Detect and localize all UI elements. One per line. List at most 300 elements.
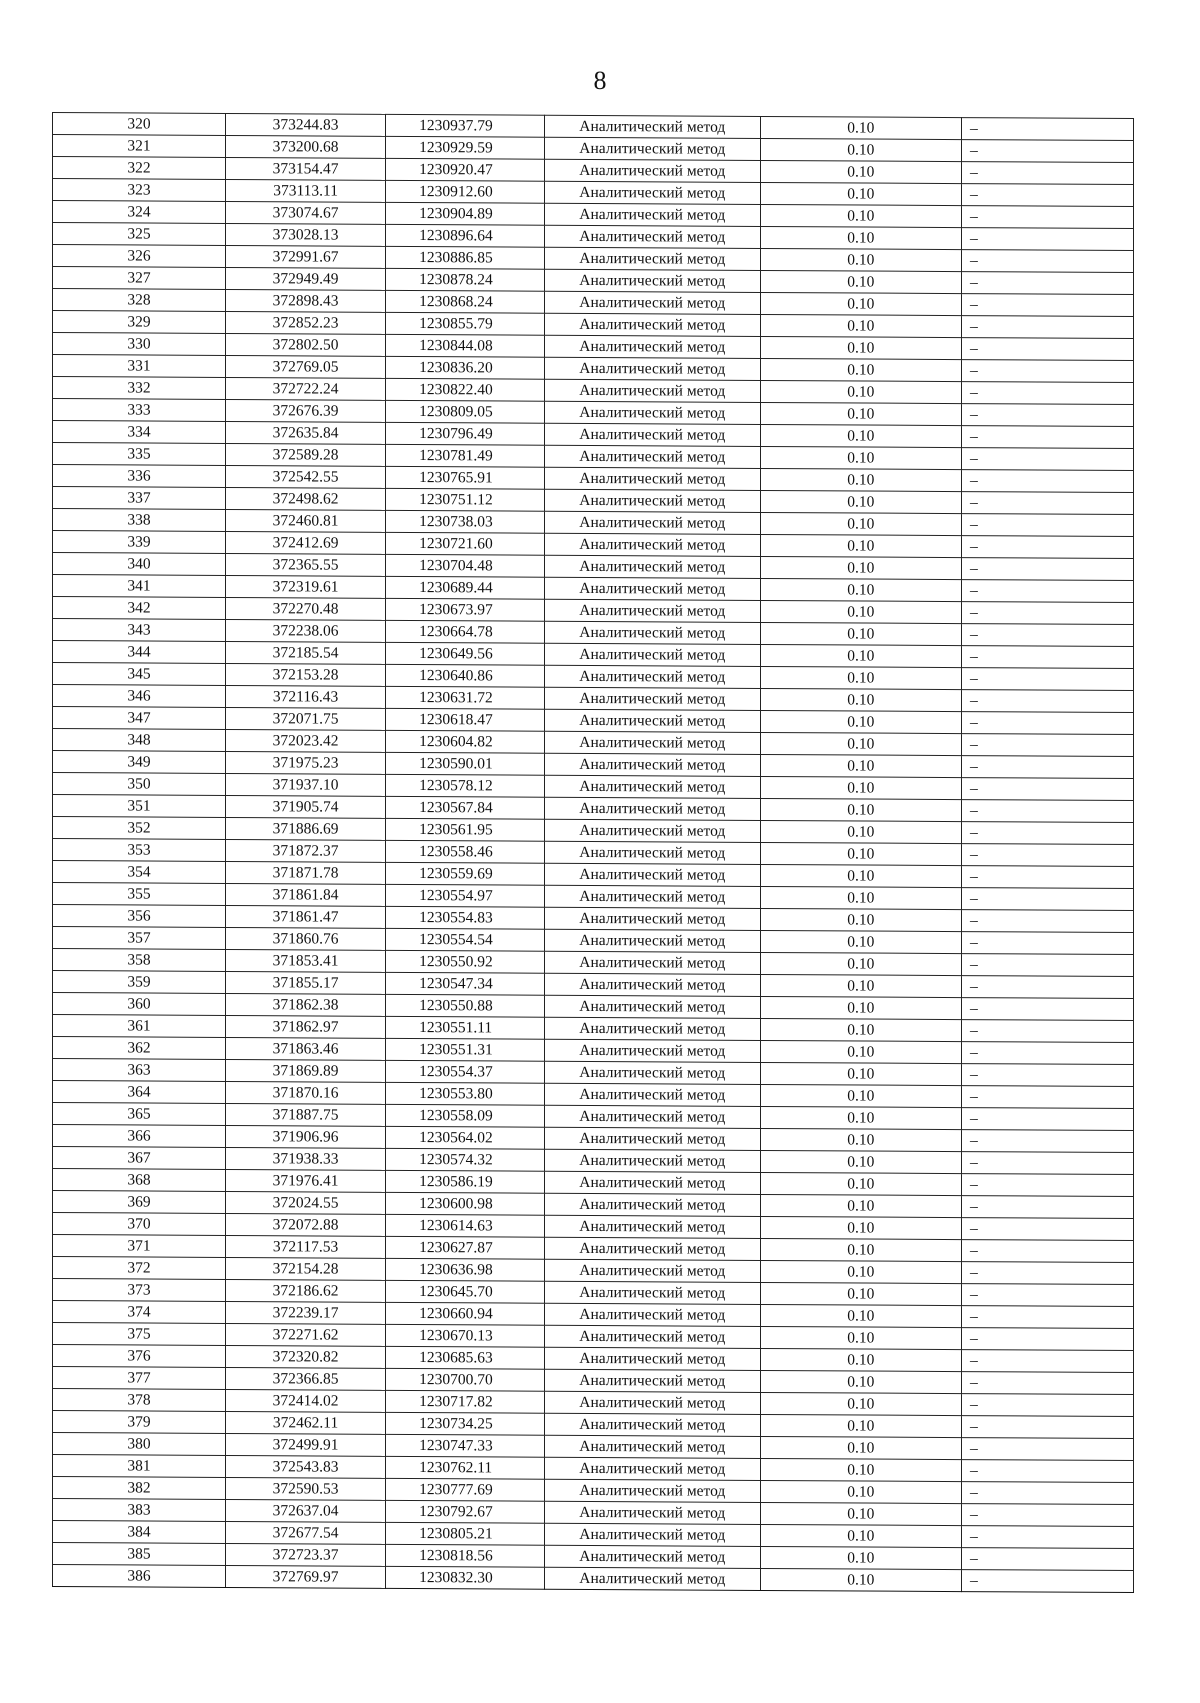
y-coordinate-cell: 1230904.89 <box>386 202 545 225</box>
x-coordinate-cell: 372543.83 <box>226 1455 386 1478</box>
method-cell: Аналитический метод <box>545 1435 761 1458</box>
x-coordinate-cell: 372542.55 <box>226 465 386 488</box>
point-number-cell: 376 <box>53 1345 226 1368</box>
point-number-cell: 339 <box>53 531 226 554</box>
point-number-cell: 377 <box>53 1367 226 1390</box>
description-cell: – <box>961 1394 1133 1417</box>
y-coordinate-cell: 1230558.09 <box>386 1104 545 1127</box>
description-cell: – <box>961 492 1133 515</box>
method-cell: Аналитический метод <box>545 973 761 996</box>
y-coordinate-cell: 1230822.40 <box>386 378 545 401</box>
precision-cell: 0.10 <box>760 1436 961 1459</box>
method-cell: Аналитический метод <box>545 863 761 886</box>
y-coordinate-cell: 1230836.20 <box>386 356 545 379</box>
x-coordinate-cell: 371862.97 <box>226 1015 386 1038</box>
description-cell: – <box>961 536 1133 559</box>
x-coordinate-cell: 372722.24 <box>226 377 386 400</box>
precision-cell: 0.10 <box>760 1414 961 1437</box>
precision-cell: 0.10 <box>760 1216 961 1239</box>
precision-cell: 0.10 <box>760 1150 961 1173</box>
point-number-cell: 374 <box>53 1301 226 1324</box>
point-number-cell: 345 <box>53 663 226 686</box>
description-cell: – <box>961 800 1133 823</box>
description-cell: – <box>961 404 1133 427</box>
description-cell: – <box>961 1438 1133 1461</box>
precision-cell: 0.10 <box>760 1348 961 1371</box>
point-number-cell: 357 <box>53 927 226 950</box>
method-cell: Аналитический метод <box>545 1237 761 1260</box>
point-number-cell: 364 <box>53 1081 226 1104</box>
description-cell: – <box>961 1306 1133 1329</box>
description-cell: – <box>961 998 1133 1021</box>
precision-cell: 0.10 <box>760 1260 961 1283</box>
point-number-cell: 352 <box>53 817 226 840</box>
x-coordinate-cell: 372637.04 <box>226 1499 386 1522</box>
y-coordinate-cell: 1230689.44 <box>386 576 545 599</box>
description-cell: – <box>961 206 1133 229</box>
description-cell: – <box>961 316 1133 339</box>
y-coordinate-cell: 1230805.21 <box>386 1522 545 1545</box>
x-coordinate-cell: 371906.96 <box>226 1125 386 1148</box>
precision-cell: 0.10 <box>760 930 961 953</box>
precision-cell: 0.10 <box>760 1304 961 1327</box>
precision-cell: 0.10 <box>760 226 961 249</box>
x-coordinate-cell: 371886.69 <box>226 817 386 840</box>
y-coordinate-cell: 1230920.47 <box>386 158 545 181</box>
description-cell: – <box>961 514 1133 537</box>
x-coordinate-cell: 372498.62 <box>226 487 386 510</box>
description-cell: – <box>961 1174 1133 1197</box>
point-number-cell: 378 <box>53 1389 226 1412</box>
method-cell: Аналитический метод <box>545 687 761 710</box>
x-coordinate-cell: 372769.05 <box>226 355 386 378</box>
description-cell: – <box>961 1196 1133 1219</box>
x-coordinate-cell: 371975.23 <box>226 751 386 774</box>
description-cell: – <box>961 1526 1133 1549</box>
x-coordinate-cell: 372239.17 <box>226 1301 386 1324</box>
precision-cell: 0.10 <box>760 556 961 579</box>
method-cell: Аналитический метод <box>545 1105 761 1128</box>
precision-cell: 0.10 <box>760 160 961 183</box>
method-cell: Аналитический метод <box>545 1457 761 1480</box>
method-cell: Аналитический метод <box>545 951 761 974</box>
description-cell: – <box>961 338 1133 361</box>
description-cell: – <box>961 1284 1133 1307</box>
y-coordinate-cell: 1230554.54 <box>386 928 545 951</box>
point-number-cell: 329 <box>53 311 226 334</box>
point-number-cell: 350 <box>53 773 226 796</box>
precision-cell: 0.10 <box>760 732 961 755</box>
y-coordinate-cell: 1230559.69 <box>386 862 545 885</box>
x-coordinate-cell: 372635.84 <box>226 421 386 444</box>
description-cell: – <box>961 1064 1133 1087</box>
method-cell: Аналитический метод <box>545 995 761 1018</box>
method-cell: Аналитический метод <box>545 1325 761 1348</box>
x-coordinate-cell: 371938.33 <box>226 1147 386 1170</box>
y-coordinate-cell: 1230738.03 <box>386 510 545 533</box>
point-number-cell: 324 <box>53 201 226 224</box>
description-cell: – <box>961 822 1133 845</box>
description-cell: – <box>961 866 1133 889</box>
precision-cell: 0.10 <box>760 1084 961 1107</box>
point-number-cell: 330 <box>53 333 226 356</box>
point-number-cell: 359 <box>53 971 226 994</box>
description-cell: – <box>961 1262 1133 1285</box>
y-coordinate-cell: 1230554.37 <box>386 1060 545 1083</box>
y-coordinate-cell: 1230600.98 <box>386 1192 545 1215</box>
description-cell: – <box>961 668 1133 691</box>
page-number: 8 <box>593 66 607 95</box>
description-cell: – <box>961 118 1133 141</box>
point-number-cell: 362 <box>53 1037 226 1060</box>
y-coordinate-cell: 1230551.31 <box>386 1038 545 1061</box>
precision-cell: 0.10 <box>760 908 961 931</box>
x-coordinate-cell: 372023.42 <box>226 729 386 752</box>
point-number-cell: 344 <box>53 641 226 664</box>
y-coordinate-cell: 1230717.82 <box>386 1390 545 1413</box>
point-number-cell: 341 <box>53 575 226 598</box>
y-coordinate-cell: 1230604.82 <box>386 730 545 753</box>
y-coordinate-cell: 1230762.11 <box>386 1456 545 1479</box>
x-coordinate-cell: 372852.23 <box>226 311 386 334</box>
point-number-cell: 334 <box>53 421 226 444</box>
x-coordinate-cell: 371861.84 <box>226 883 386 906</box>
precision-cell: 0.10 <box>760 886 961 909</box>
x-coordinate-cell: 373200.68 <box>226 135 386 158</box>
method-cell: Аналитический метод <box>545 401 761 424</box>
y-coordinate-cell: 1230700.70 <box>386 1368 545 1391</box>
description-cell: – <box>961 954 1133 977</box>
y-coordinate-cell: 1230844.08 <box>386 334 545 357</box>
precision-cell: 0.10 <box>760 996 961 1019</box>
description-cell: – <box>961 1218 1133 1241</box>
y-coordinate-cell: 1230792.67 <box>386 1500 545 1523</box>
method-cell: Аналитический метод <box>545 1039 761 1062</box>
description-cell: – <box>961 1108 1133 1131</box>
precision-cell: 0.10 <box>760 1546 961 1569</box>
point-number-cell: 333 <box>53 399 226 422</box>
y-coordinate-cell: 1230554.83 <box>386 906 545 929</box>
precision-cell: 0.10 <box>760 622 961 645</box>
description-cell: – <box>961 1328 1133 1351</box>
point-number-cell: 373 <box>53 1279 226 1302</box>
x-coordinate-cell: 371870.16 <box>226 1081 386 1104</box>
point-number-cell: 363 <box>53 1059 226 1082</box>
precision-cell: 0.10 <box>760 1524 961 1547</box>
precision-cell: 0.10 <box>760 116 961 139</box>
x-coordinate-cell: 372319.61 <box>226 575 386 598</box>
precision-cell: 0.10 <box>760 1128 961 1151</box>
point-number-cell: 335 <box>53 443 226 466</box>
method-cell: Аналитический метод <box>545 1281 761 1304</box>
method-cell: Аналитический метод <box>545 1501 761 1524</box>
description-cell: – <box>961 294 1133 317</box>
precision-cell: 0.10 <box>760 380 961 403</box>
x-coordinate-cell: 371855.17 <box>226 971 386 994</box>
method-cell: Аналитический метод <box>545 797 761 820</box>
x-coordinate-cell: 371937.10 <box>226 773 386 796</box>
method-cell: Аналитический метод <box>545 445 761 468</box>
point-number-cell: 320 <box>53 113 226 136</box>
x-coordinate-cell: 372271.62 <box>226 1323 386 1346</box>
description-cell: – <box>961 140 1133 163</box>
method-cell: Аналитический метод <box>545 753 761 776</box>
y-coordinate-cell: 1230578.12 <box>386 774 545 797</box>
x-coordinate-cell: 372769.97 <box>226 1565 386 1588</box>
point-number-cell: 368 <box>53 1169 226 1192</box>
method-cell: Аналитический метод <box>545 489 761 512</box>
method-cell: Аналитический метод <box>545 1369 761 1392</box>
point-number-cell: 328 <box>53 289 226 312</box>
y-coordinate-cell: 1230614.63 <box>386 1214 545 1237</box>
point-number-cell: 360 <box>53 993 226 1016</box>
point-number-cell: 325 <box>53 223 226 246</box>
precision-cell: 0.10 <box>760 468 961 491</box>
y-coordinate-cell: 1230796.49 <box>386 422 545 445</box>
x-coordinate-cell: 372024.55 <box>226 1191 386 1214</box>
method-cell: Аналитический метод <box>545 577 761 600</box>
method-cell: Аналитический метод <box>545 1545 761 1568</box>
x-coordinate-cell: 372153.28 <box>226 663 386 686</box>
point-number-cell: 346 <box>53 685 226 708</box>
method-cell: Аналитический метод <box>545 379 761 402</box>
precision-cell: 0.10 <box>760 798 961 821</box>
y-coordinate-cell: 1230558.46 <box>386 840 545 863</box>
x-coordinate-cell: 372238.06 <box>226 619 386 642</box>
method-cell: Аналитический метод <box>545 533 761 556</box>
y-coordinate-cell: 1230586.19 <box>386 1170 545 1193</box>
precision-cell: 0.10 <box>760 1040 961 1063</box>
precision-cell: 0.10 <box>760 754 961 777</box>
point-number-cell: 327 <box>53 267 226 290</box>
method-cell: Аналитический метод <box>545 1413 761 1436</box>
description-cell: – <box>961 712 1133 735</box>
description-cell: – <box>961 844 1133 867</box>
method-cell: Аналитический метод <box>545 313 761 336</box>
y-coordinate-cell: 1230781.49 <box>386 444 545 467</box>
method-cell: Аналитический метод <box>545 1127 761 1150</box>
description-cell: – <box>961 448 1133 471</box>
y-coordinate-cell: 1230855.79 <box>386 312 545 335</box>
y-coordinate-cell: 1230547.34 <box>386 972 545 995</box>
precision-cell: 0.10 <box>760 424 961 447</box>
precision-cell: 0.10 <box>760 1502 961 1525</box>
description-cell: – <box>961 910 1133 933</box>
x-coordinate-cell: 372117.53 <box>226 1235 386 1258</box>
point-number-cell: 338 <box>53 509 226 532</box>
point-number-cell: 361 <box>53 1015 226 1038</box>
y-coordinate-cell: 1230751.12 <box>386 488 545 511</box>
method-cell: Аналитический метод <box>545 467 761 490</box>
description-cell: – <box>961 646 1133 669</box>
x-coordinate-cell: 371862.38 <box>226 993 386 1016</box>
x-coordinate-cell: 372366.85 <box>226 1367 386 1390</box>
y-coordinate-cell: 1230627.87 <box>386 1236 545 1259</box>
x-coordinate-cell: 372991.67 <box>226 245 386 268</box>
description-cell: – <box>961 1504 1133 1527</box>
point-number-cell: 384 <box>53 1521 226 1544</box>
description-cell: – <box>961 932 1133 955</box>
description-cell: – <box>961 184 1133 207</box>
y-coordinate-cell: 1230912.60 <box>386 180 545 203</box>
y-coordinate-cell: 1230868.24 <box>386 290 545 313</box>
method-cell: Аналитический метод <box>545 291 761 314</box>
y-coordinate-cell: 1230645.70 <box>386 1280 545 1303</box>
x-coordinate-cell: 372589.28 <box>226 443 386 466</box>
precision-cell: 0.10 <box>760 490 961 513</box>
precision-cell: 0.10 <box>760 864 961 887</box>
x-coordinate-cell: 371976.41 <box>226 1169 386 1192</box>
method-cell: Аналитический метод <box>545 1171 761 1194</box>
method-cell: Аналитический метод <box>545 247 761 270</box>
precision-cell: 0.10 <box>760 1062 961 1085</box>
method-cell: Аналитический метод <box>545 1347 761 1370</box>
precision-cell: 0.10 <box>760 1282 961 1305</box>
point-number-cell: 381 <box>53 1455 226 1478</box>
x-coordinate-cell: 372723.37 <box>226 1543 386 1566</box>
x-coordinate-cell: 372320.82 <box>226 1345 386 1368</box>
x-coordinate-cell: 371905.74 <box>226 795 386 818</box>
point-number-cell: 353 <box>53 839 226 862</box>
x-coordinate-cell: 371887.75 <box>226 1103 386 1126</box>
y-coordinate-cell: 1230550.88 <box>386 994 545 1017</box>
point-number-cell: 375 <box>53 1323 226 1346</box>
x-coordinate-cell: 372499.91 <box>226 1433 386 1456</box>
precision-cell: 0.10 <box>760 710 961 733</box>
precision-cell: 0.10 <box>760 1370 961 1393</box>
method-cell: Аналитический метод <box>545 1523 761 1546</box>
precision-cell: 0.10 <box>760 1106 961 1129</box>
y-coordinate-cell: 1230832.30 <box>386 1566 545 1589</box>
point-number-cell: 321 <box>53 135 226 158</box>
x-coordinate-cell: 371872.37 <box>226 839 386 862</box>
precision-cell: 0.10 <box>760 1172 961 1195</box>
x-coordinate-cell: 373028.13 <box>226 223 386 246</box>
method-cell: Аналитический метод <box>545 643 761 666</box>
method-cell: Аналитический метод <box>545 841 761 864</box>
method-cell: Аналитический метод <box>545 819 761 842</box>
point-number-cell: 323 <box>53 179 226 202</box>
y-coordinate-cell: 1230809.05 <box>386 400 545 423</box>
precision-cell: 0.10 <box>760 314 961 337</box>
y-coordinate-cell: 1230631.72 <box>386 686 545 709</box>
method-cell: Аналитический метод <box>545 775 761 798</box>
precision-cell: 0.10 <box>760 952 961 975</box>
method-cell: Аналитический метод <box>545 115 761 138</box>
method-cell: Аналитический метод <box>545 1149 761 1172</box>
point-number-cell: 358 <box>53 949 226 972</box>
method-cell: Аналитический метод <box>545 137 761 160</box>
precision-cell: 0.10 <box>760 644 961 667</box>
precision-cell: 0.10 <box>760 402 961 425</box>
precision-cell: 0.10 <box>760 974 961 997</box>
y-coordinate-cell: 1230777.69 <box>386 1478 545 1501</box>
method-cell: Аналитический метод <box>545 1083 761 1106</box>
method-cell: Аналитический метод <box>545 357 761 380</box>
y-coordinate-cell: 1230553.80 <box>386 1082 545 1105</box>
description-cell: – <box>961 162 1133 185</box>
description-cell: – <box>961 976 1133 999</box>
x-coordinate-cell: 372677.54 <box>226 1521 386 1544</box>
y-coordinate-cell: 1230734.25 <box>386 1412 545 1435</box>
description-cell: – <box>961 426 1133 449</box>
method-cell: Аналитический метод <box>545 269 761 292</box>
description-cell: – <box>961 1548 1133 1571</box>
precision-cell: 0.10 <box>760 1568 961 1591</box>
description-cell: – <box>961 778 1133 801</box>
y-coordinate-cell: 1230649.56 <box>386 642 545 665</box>
y-coordinate-cell: 1230550.92 <box>386 950 545 973</box>
precision-cell: 0.10 <box>760 842 961 865</box>
precision-cell: 0.10 <box>760 446 961 469</box>
precision-cell: 0.10 <box>760 512 961 535</box>
point-number-cell: 342 <box>53 597 226 620</box>
method-cell: Аналитический метод <box>545 1017 761 1040</box>
y-coordinate-cell: 1230564.02 <box>386 1126 545 1149</box>
method-cell: Аналитический метод <box>545 1567 761 1590</box>
point-number-cell: 348 <box>53 729 226 752</box>
y-coordinate-cell: 1230551.11 <box>386 1016 545 1039</box>
point-number-cell: 371 <box>53 1235 226 1258</box>
precision-cell: 0.10 <box>760 578 961 601</box>
point-number-cell: 367 <box>53 1147 226 1170</box>
y-coordinate-cell: 1230747.33 <box>386 1434 545 1457</box>
point-number-cell: 336 <box>53 465 226 488</box>
point-number-cell: 385 <box>53 1543 226 1566</box>
x-coordinate-cell: 372898.43 <box>226 289 386 312</box>
y-coordinate-cell: 1230618.47 <box>386 708 545 731</box>
x-coordinate-cell: 371853.41 <box>226 949 386 972</box>
precision-cell: 0.10 <box>760 358 961 381</box>
table-row <box>53 1565 1134 1593</box>
method-cell: Аналитический метод <box>545 1193 761 1216</box>
precision-cell: 0.10 <box>760 534 961 557</box>
precision-cell: 0.10 <box>760 204 961 227</box>
method-cell: Аналитический метод <box>545 907 761 930</box>
description-cell: – <box>961 272 1133 295</box>
x-coordinate-cell: 373244.83 <box>226 113 386 136</box>
x-coordinate-cell: 372460.81 <box>226 509 386 532</box>
precision-cell: 0.10 <box>760 1480 961 1503</box>
y-coordinate-cell: 1230685.63 <box>386 1346 545 1369</box>
description-cell: – <box>961 1372 1133 1395</box>
y-coordinate-cell: 1230660.94 <box>386 1302 545 1325</box>
point-number-cell: 337 <box>53 487 226 510</box>
point-number-cell: 331 <box>53 355 226 378</box>
x-coordinate-cell: 371871.78 <box>226 861 386 884</box>
description-cell: – <box>961 756 1133 779</box>
x-coordinate-cell: 372590.53 <box>226 1477 386 1500</box>
precision-cell: 0.10 <box>760 1392 961 1415</box>
y-coordinate-cell: 1230896.64 <box>386 224 545 247</box>
y-coordinate-cell: 1230567.84 <box>386 796 545 819</box>
method-cell: Аналитический метод <box>545 159 761 182</box>
point-number-cell: 366 <box>53 1125 226 1148</box>
precision-cell: 0.10 <box>760 776 961 799</box>
precision-cell: 0.10 <box>760 1018 961 1041</box>
method-cell: Аналитический метод <box>545 929 761 952</box>
x-coordinate-cell: 372949.49 <box>226 267 386 290</box>
precision-cell: 0.10 <box>760 600 961 623</box>
method-cell: Аналитический метод <box>545 731 761 754</box>
y-coordinate-cell: 1230886.85 <box>386 246 545 269</box>
method-cell: Аналитический метод <box>545 709 761 732</box>
description-cell: – <box>961 1570 1133 1593</box>
point-number-cell: 365 <box>53 1103 226 1126</box>
description-cell: – <box>961 624 1133 647</box>
y-coordinate-cell: 1230721.60 <box>386 532 545 555</box>
method-cell: Аналитический метод <box>545 1391 761 1414</box>
